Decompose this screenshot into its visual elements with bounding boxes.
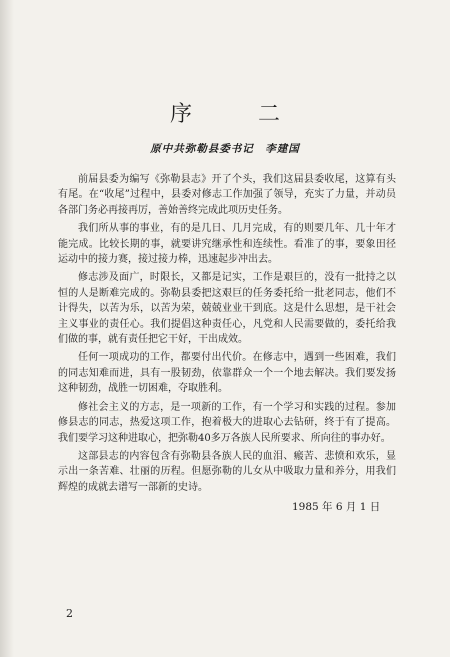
signature-date: 1985 年 6 月 1 日 xyxy=(292,501,381,513)
page-title: 序 二 xyxy=(169,102,302,127)
preface-body xyxy=(58,172,396,498)
paragraph: 任何一项成功的工作，都要付出代价。在修志中，遇到一些困难，我们的同志知难而进，具有一股韧劲，依靠群众一个一个地去解决。我们要发扬这种韧劲，战胜一切困难，夺取胜利。 xyxy=(58,352,396,395)
paragraph: 这部县志的内容包含有弥勒县各族人民的血泪、瘢苦、悲愤和欢乐，显示出一条苦难、壮丽的历程。但愿弥勒的儿女从中吸取力量和养分，用我们辉煌的成就去谱写一部新的史诗。 xyxy=(58,450,396,493)
paragraph: 修志涉及面广，时限长，又都是记实，工作是艰巨的，没有一批持之以恒的人是断难完成的。弥勒县委把这艰巨的任务委托给一批老同志，他们不计得失，以苦为乐，以苦为荣，兢兢业业干到底。这是什么思想，是干社会主义事业的责任心。我们提倡这种责任心，凡党和人民需要做的，委托给我们做的事，就有责任把它干好，干出成效。 xyxy=(58,272,396,346)
paragraph: 修社会主义的方志，是一项新的工作，有一个学习和实践的过程。参加修县志的同志，热爱这项工作，抱着极大的进取心去钻研，终于有了提高。我们要学习这种进取心，把弥勒40多万各族人民所要求、所向往的事办好。 xyxy=(58,401,396,444)
author-byline: 原中共弥勒县委书记 李建国 xyxy=(150,143,300,155)
paragraph: 我们所从事的事业，有的是几日、几月完成，有的则要几年、几十年才能完成。比较长期的事，就要讲究继承性和连续性。看准了的事，要象田径运动中的接力赛，接过接力棒，迅速起步冲出去。 xyxy=(58,223,396,266)
page-number: 2 xyxy=(66,607,73,620)
paragraph: 前届县委为编写《弥勒县志》开了个头，我们这届县委收尾，这算有头有尾。在“收尾”过程中，县委对修志工作加强了领导，充实了力量，并动员各部门务必再接再厉，善始善终完成此项历史任务。 xyxy=(58,174,396,216)
